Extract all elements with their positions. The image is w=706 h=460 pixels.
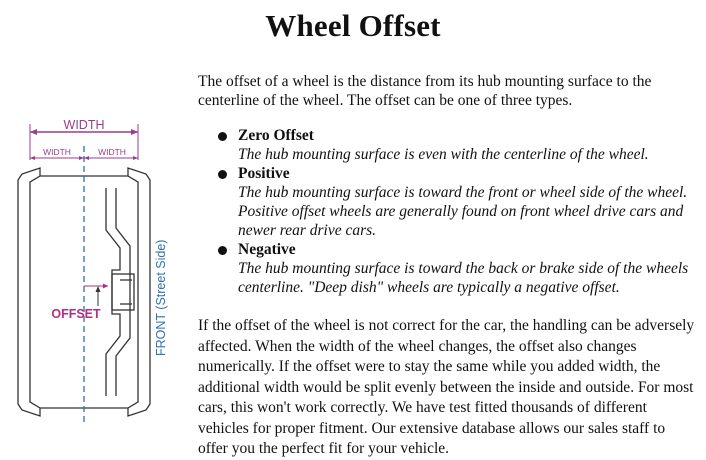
type-name: Zero Offset [238, 127, 314, 144]
list-item [218, 240, 703, 297]
intro-paragraph: The offset of a wheel is the distance from its hub mounting surface to the centerline of the wheel. The offset can be one of three types. [198, 73, 652, 109]
type-name: Negative [238, 241, 296, 258]
type-description: The hub mounting surface is even with the centerline of the wheel. [238, 146, 649, 163]
bullet-icon [218, 170, 227, 179]
type-description: The hub mounting surface is toward the front or wheel side of the wheel. Positive offset wheels are generally found on front wheel drive cars and newer rear drive cars. [238, 184, 688, 239]
offset-label: OFFSET [51, 307, 101, 321]
bullet-icon [218, 132, 227, 141]
wheel-offset-diagram [0, 110, 190, 430]
page-title: Wheel Offset [265, 8, 441, 43]
half-width-right-label: WIDTH [98, 147, 126, 157]
front-street-side-label: FRONT (Street Side) [154, 239, 168, 356]
half-width-left-label: WIDTH [43, 147, 71, 157]
width-label: WIDTH [63, 118, 105, 132]
offset-dimension [51, 284, 108, 322]
offset-types-list [218, 126, 703, 297]
closing-paragraph: If the offset of the wheel is not correct for the car, the handling can be adversely affected. When the width of the wheel changes, the offset also changes numerically. If the offset were to stay the same while you added width, the additional width would be split evenly between the inside and outside. For most cars, this won't work correctly. We have test fitted thousands of different vehicles for proper fitment. Our extensive database allows our sales staff to offer you the perfect fit for your vehicle. [198, 317, 695, 457]
list-item [218, 126, 703, 164]
type-name: Positive [238, 165, 290, 182]
list-item [218, 164, 703, 240]
type-description: The hub mounting surface is toward the back or brake side of the wheels centerline. "Deep dish" wheels are typically a negative offset. [238, 260, 689, 296]
bullet-icon [218, 246, 227, 255]
